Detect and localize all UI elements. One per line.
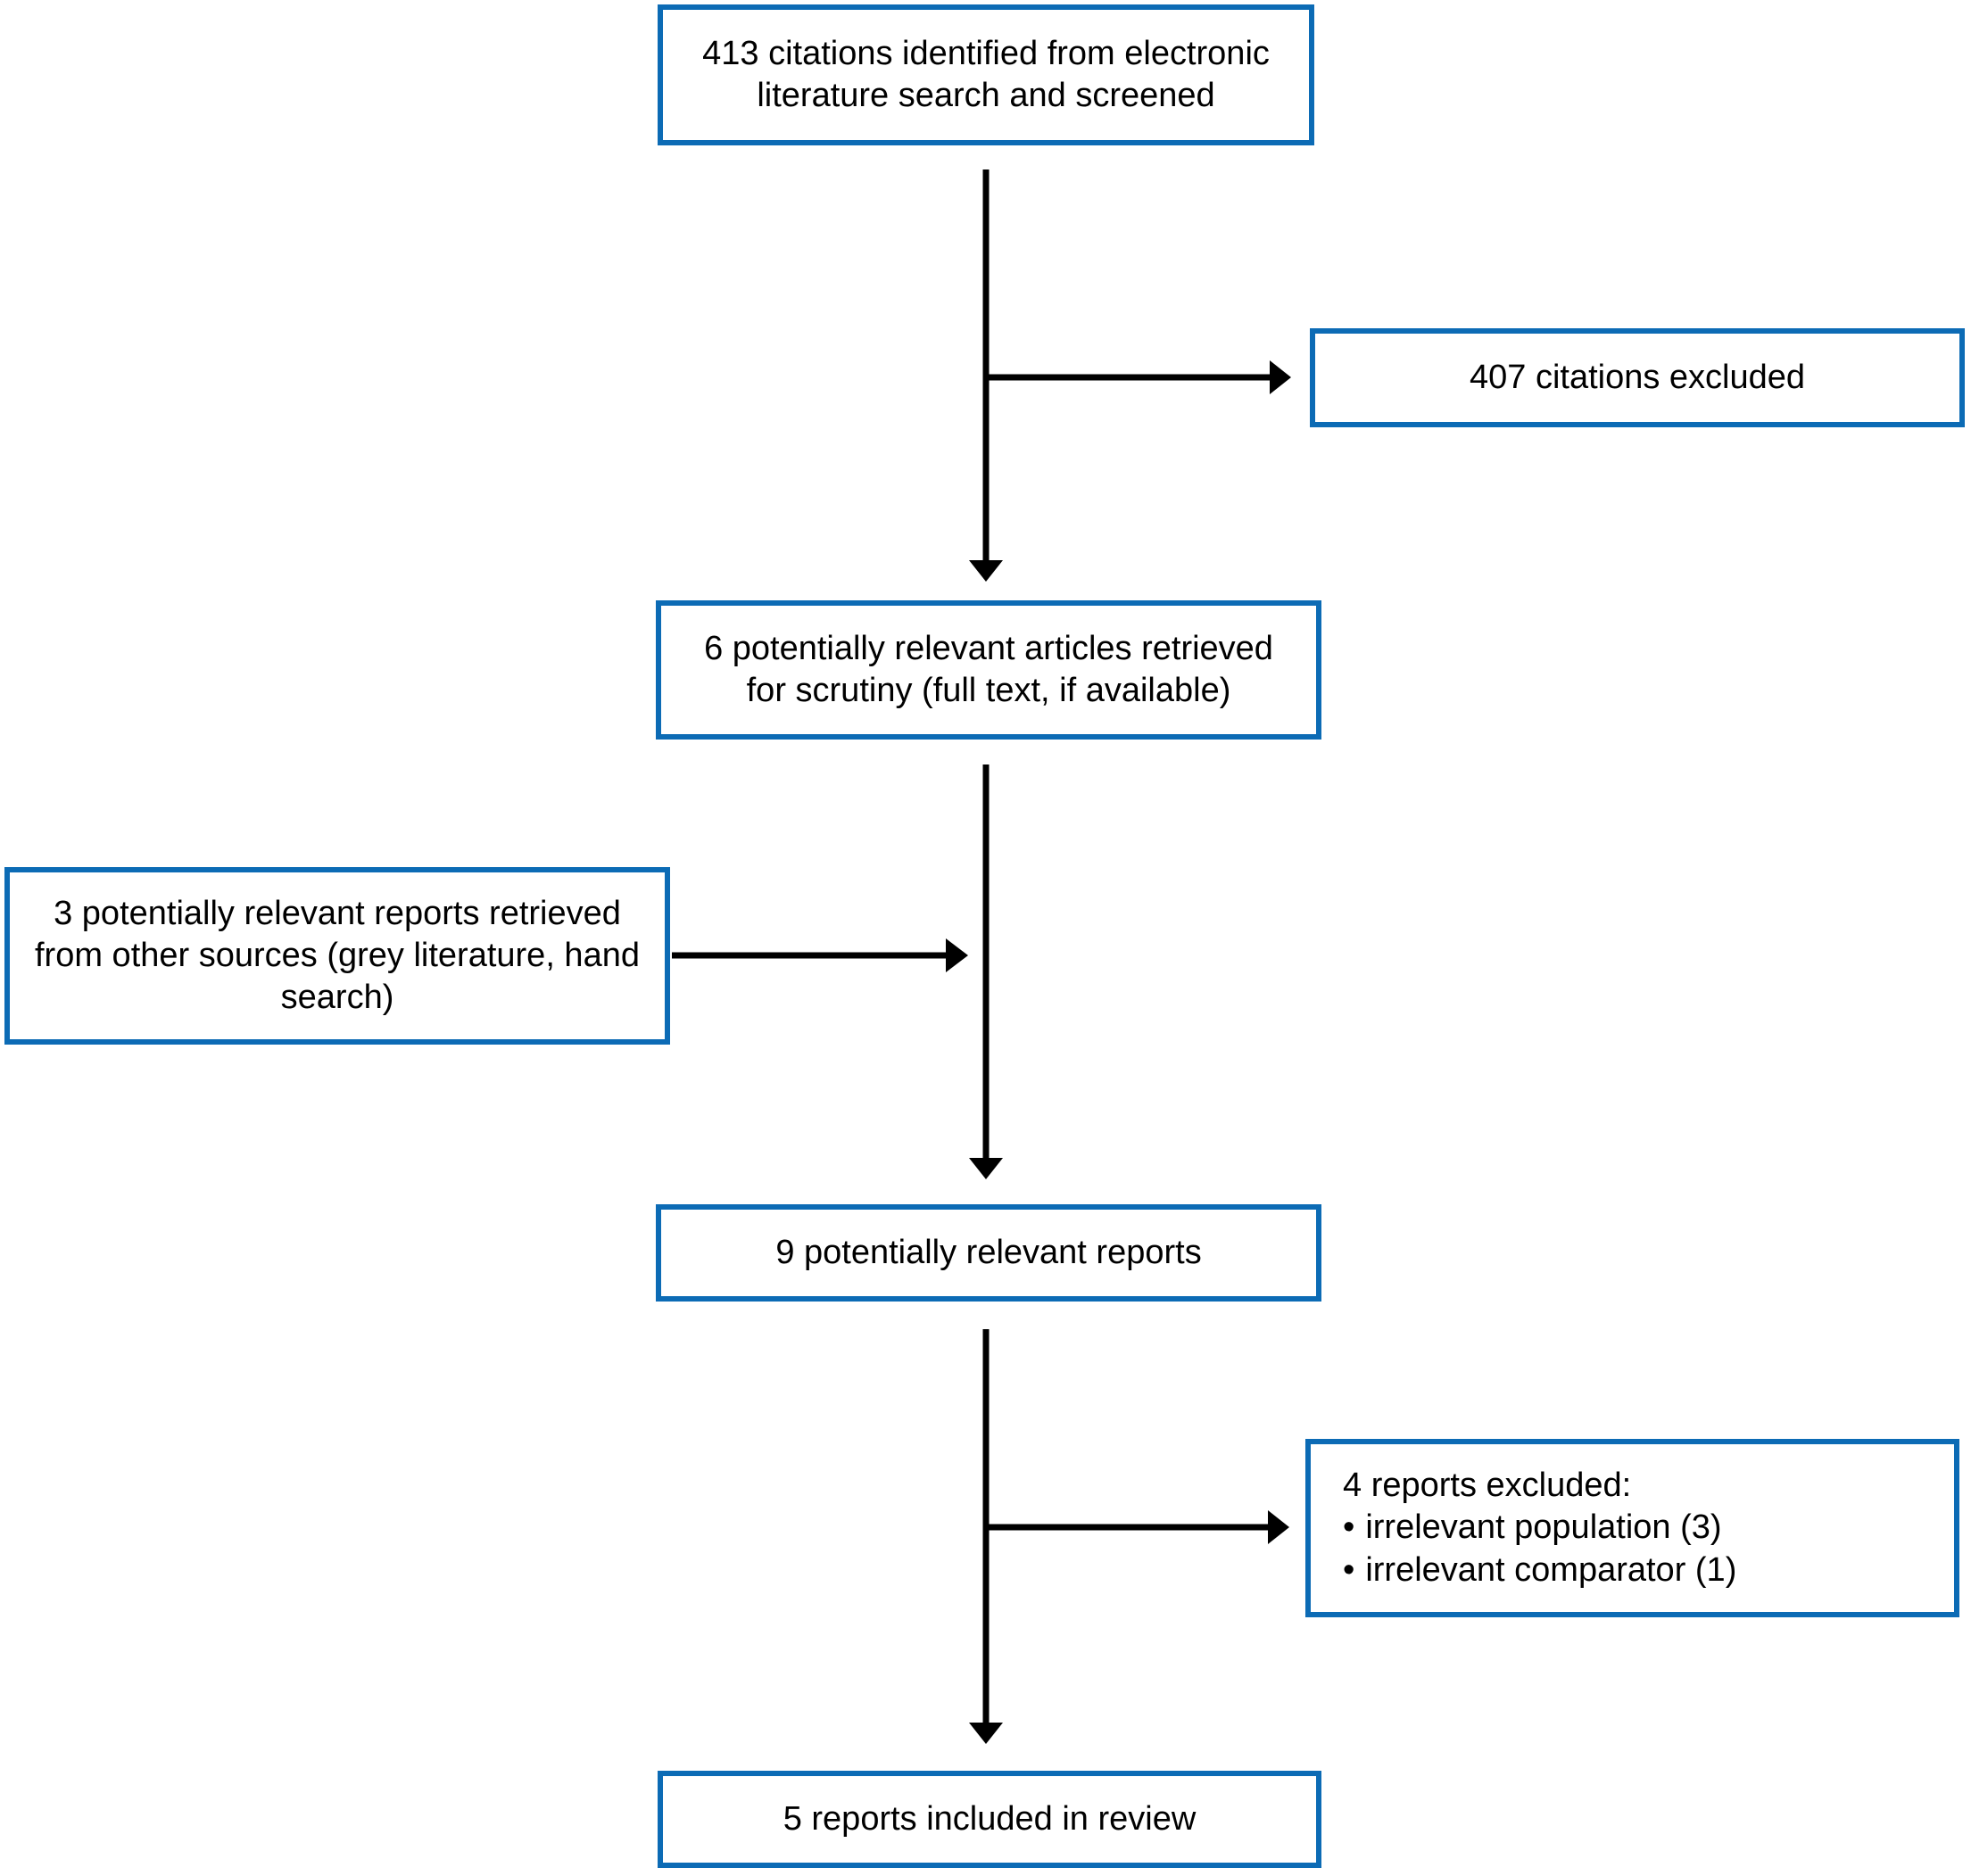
- arrow-relevant-to-included: [969, 1329, 1003, 1744]
- other-sources-text: 3 potentially relevant reports retrieved from other sources (grey literature, hand search): [35, 894, 640, 1017]
- relevant-reports-box: [656, 1204, 1321, 1302]
- excluded-citations-text: 407 citations excluded: [1469, 358, 1806, 396]
- arrow-other-sources-to-flow: [672, 938, 968, 972]
- retrieved-articles-box: [656, 600, 1321, 740]
- arrow-to-excluded-citations: [983, 360, 1291, 394]
- excluded-citations-box: [1310, 328, 1965, 427]
- arrow-to-excluded-reports: [983, 1510, 1289, 1544]
- included-reports-text: 5 reports included in review: [783, 1799, 1197, 1838]
- relevant-reports-text: 9 potentially relevant reports: [775, 1233, 1202, 1271]
- other-sources-box: [4, 867, 670, 1045]
- identified-citations-box: [658, 4, 1314, 145]
- excluded-reports-bullet-2-text: irrelevant comparator (1): [1365, 1550, 1737, 1589]
- retrieved-articles-text: 6 potentially relevant articles retrieved for scrutiny (full text, if available): [704, 629, 1273, 709]
- excluded-reports-title: 4 reports excluded:: [1343, 1467, 1632, 1505]
- bullet-icon: •: [1343, 1550, 1355, 1589]
- bullet-icon: •: [1343, 1508, 1355, 1547]
- excluded-reports-box: [1305, 1439, 1959, 1617]
- included-reports-box: [658, 1771, 1321, 1868]
- identified-citations-text: 413 citations identified from electronic literature search and screened: [702, 34, 1270, 114]
- excluded-reports-bullet-2: [1343, 1550, 1736, 1591]
- arrow-retrieved-to-relevant: [969, 764, 1003, 1179]
- excluded-reports-bullet-1: [1343, 1507, 1722, 1549]
- excluded-reports-bullet-1-text: irrelevant population (3): [1365, 1508, 1722, 1547]
